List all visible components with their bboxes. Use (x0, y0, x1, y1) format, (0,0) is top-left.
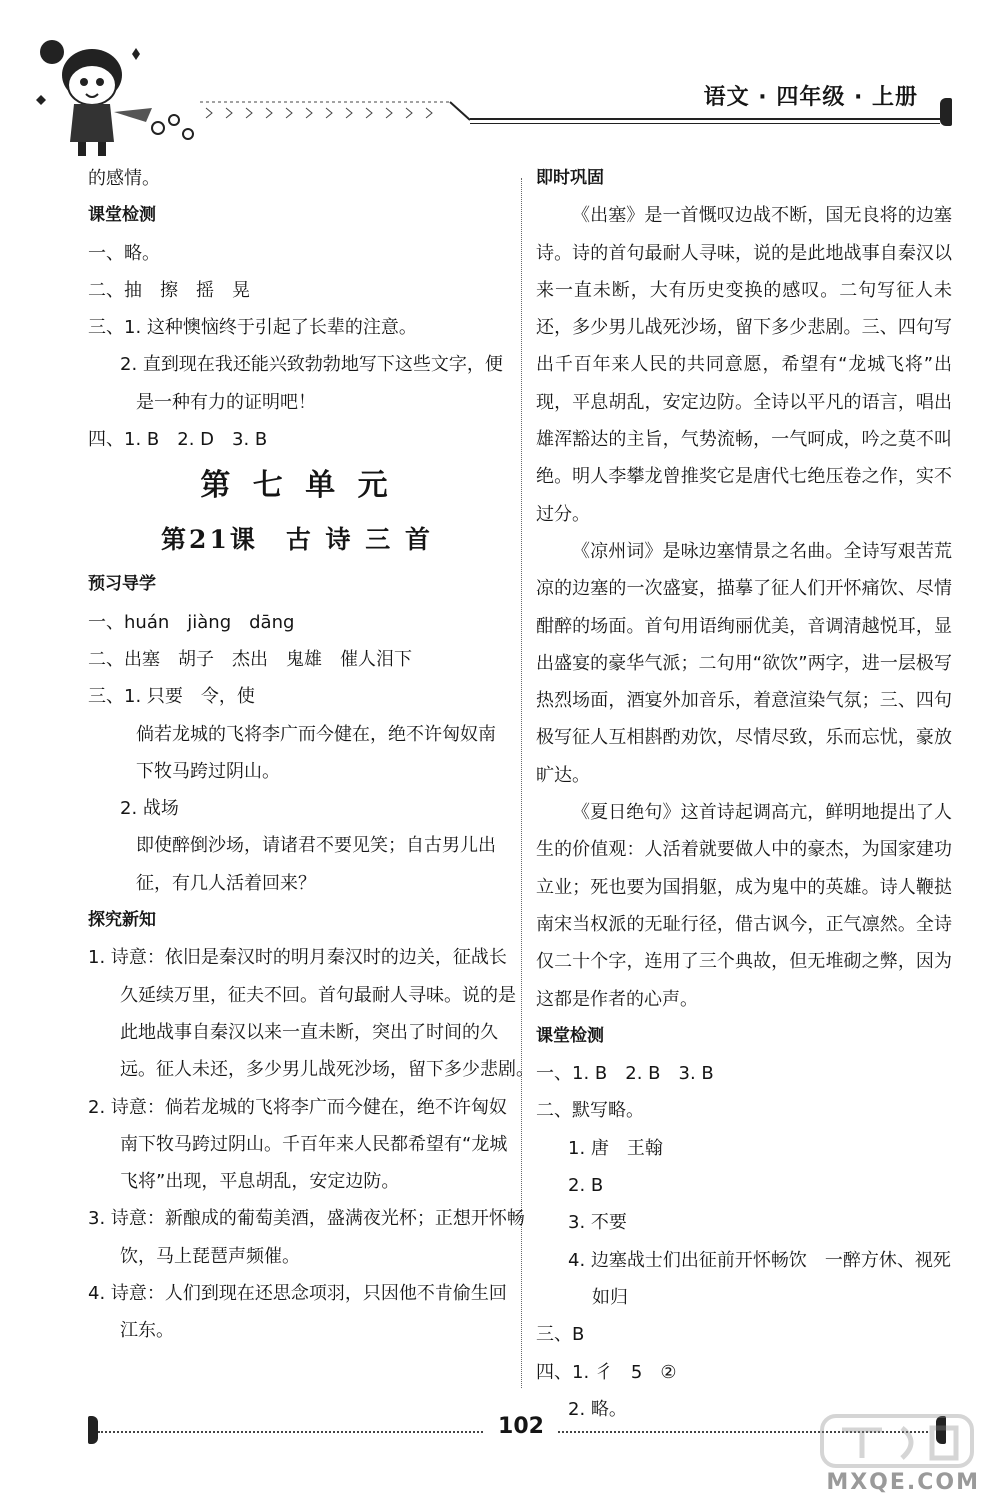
footer-tab-mark-left (88, 1416, 98, 1444)
section-heading: 课堂检测 (536, 1025, 604, 1046)
page-number: 102 (498, 1414, 544, 1439)
answer-line: 征，有几人活着回来？ (136, 872, 316, 894)
answer-line: 一、huán jiàng dāng (88, 611, 295, 633)
answer-line: 3. 诗意：新酿成的葡萄美酒，盛满夜光杯；正想开怀畅 (88, 1208, 525, 1230)
answer-line: 饮，马上琵琶声频催。 (120, 1245, 300, 1267)
analysis-paragraph: 《凉州词》是咏边塞情景之名曲。全诗写艰苦荒凉的边塞的一次盛宴，描摹了征人们开怀痛饮、尽情酣醉的场面。首句用语绚丽优美，音调清越悦耳，显出盛宴的豪华气派；二句用“欲饮”两字，进一层极写热烈场面，酒宴外加音乐，着意渲染气氛；三、四句极写征人互相斟酌劝饮，尽情尽致，乐而忘忧，豪放旷达。 (536, 540, 952, 786)
answer-line: 2. 战场 (120, 798, 179, 820)
answer-line: 一、1. B 2. B 3. B (536, 1063, 714, 1085)
analysis-paragraph: 《出塞》是一首慨叹边战不断，国无良将的边塞诗。诗的首句最耐人寻味，说的是此地战事自秦汉以来一直未断，大有历史变换的感叹。二句写征人未还，多少男儿战死沙场，留下多少悲剧。三、四句写出千百年来人民的共同意愿，希望有“龙城飞将”出现，平息胡乱，安定边防。全诗以平凡的语言，唱出雄浑豁达的主旨，气势流畅，一气呵成，吟之莫不叫绝。明人李攀龙曾推奖它是唐代七绝压卷之作，实不过分。 (536, 205, 952, 525)
answer-line: 三、1. 这种懊恼终于引起了长辈的注意。 (88, 317, 417, 339)
header-rule (470, 118, 940, 120)
answer-line: 南下牧马跨过阴山。千百年来人民都希望有“龙城 (120, 1133, 508, 1155)
answer-line: 1. 唐 王翰 (568, 1137, 663, 1159)
footer-rule-left (98, 1431, 483, 1433)
answer-line: 三、1. 只要 令，使 (88, 686, 255, 708)
section-heading: 预习导学 (88, 574, 156, 595)
answer-line: 倘若龙城的飞将李广而今健在，绝不许匈奴南 (136, 723, 496, 745)
answer-line: 二、抽 擦 摇 晃 (88, 279, 250, 301)
page-header (0, 0, 1000, 160)
answer-line: 久延续万里，征夫不回。首句最耐人寻味。说的是 (120, 984, 516, 1006)
answer-line: 二、出塞 胡子 杰出 鬼雄 催人泪下 (88, 648, 412, 670)
answer-line: 2. 直到现在我还能兴致勃勃地写下这些文字，便 (120, 354, 503, 376)
right-column (536, 160, 952, 1428)
answer-line: 一、略。 (88, 242, 160, 264)
answer-line: 是一种有力的证明吧！ (136, 391, 316, 413)
answer-line: 4. 边塞战士们出征前开怀畅饮 一醉方休、视死 (568, 1249, 951, 1271)
section-heading: 即时巩固 (536, 168, 604, 188)
unit-title: 第 七 单 元 (200, 468, 394, 504)
section-heading: 探究新知 (88, 910, 156, 931)
section-heading: 课堂检测 (88, 205, 156, 226)
left-column (88, 160, 534, 1350)
answer-line: 远。征人未还，多少男儿战死沙场，留下多少悲剧。 (120, 1059, 534, 1081)
answer-line: 如归 (592, 1286, 628, 1308)
lesson-title: 第21课 古 诗 三 首 (161, 525, 433, 555)
answer-line: 2. 略。 (568, 1398, 627, 1420)
analysis-paragraph: 《夏日绝句》这首诗起调高亢，鲜明地提出了人生的价值观：人活着就要做人中的豪杰，为国家建功立业；死也要为国捐躯，成为鬼中的英雄。诗人鞭挞南宋当权派的无耻行径，借古讽今，正气凛然。全诗仅二十个字，连用了三个典故，但无堆砌之弊，因为这都是作者的心声。 (536, 802, 952, 1010)
answer-line: 下牧马跨过阴山。 (136, 760, 280, 782)
answer-line: 2. 诗意：倘若龙城的飞将李广而今健在，绝不许匈奴 (88, 1096, 507, 1118)
text-line: 的感情。 (88, 168, 160, 189)
header-tab-mark (940, 98, 952, 126)
cartoon-girl-icon (22, 30, 212, 160)
answer-line: 此地战事自秦汉以来一直未断，突出了时间的久 (120, 1021, 498, 1043)
column-divider (521, 178, 522, 1388)
answer-line: 1. 诗意：依旧是秦汉时的明月秦汉时的边关，征战长 (88, 947, 507, 969)
answer-line: 飞将”出现，平息胡乱，安定边防。 (120, 1171, 400, 1193)
answer-line: 二、默写略。 (536, 1100, 644, 1122)
answer-line: 四、1. 彳 5 ② (536, 1361, 677, 1383)
answer-line: 三、B (536, 1324, 585, 1346)
answer-line: 3. 不要 (568, 1212, 627, 1234)
answer-line: 即使醉倒沙场，请诸君不要见笑；自古男儿出 (136, 835, 496, 857)
header-decoration (200, 96, 470, 122)
answer-line: 江东。 (120, 1320, 174, 1342)
header-rule-thin (470, 123, 940, 124)
answer-line: 2. B (568, 1175, 604, 1197)
book-title: 语文 · 四年级 · 上册 (703, 85, 918, 110)
watermark-text: MXQE.COM (826, 1470, 980, 1495)
answer-line: 4. 诗意：人们到现在还思念项羽，只因他不肯偷生回 (88, 1283, 507, 1305)
answer-line: 四、1. B 2. D 3. B (88, 429, 268, 451)
